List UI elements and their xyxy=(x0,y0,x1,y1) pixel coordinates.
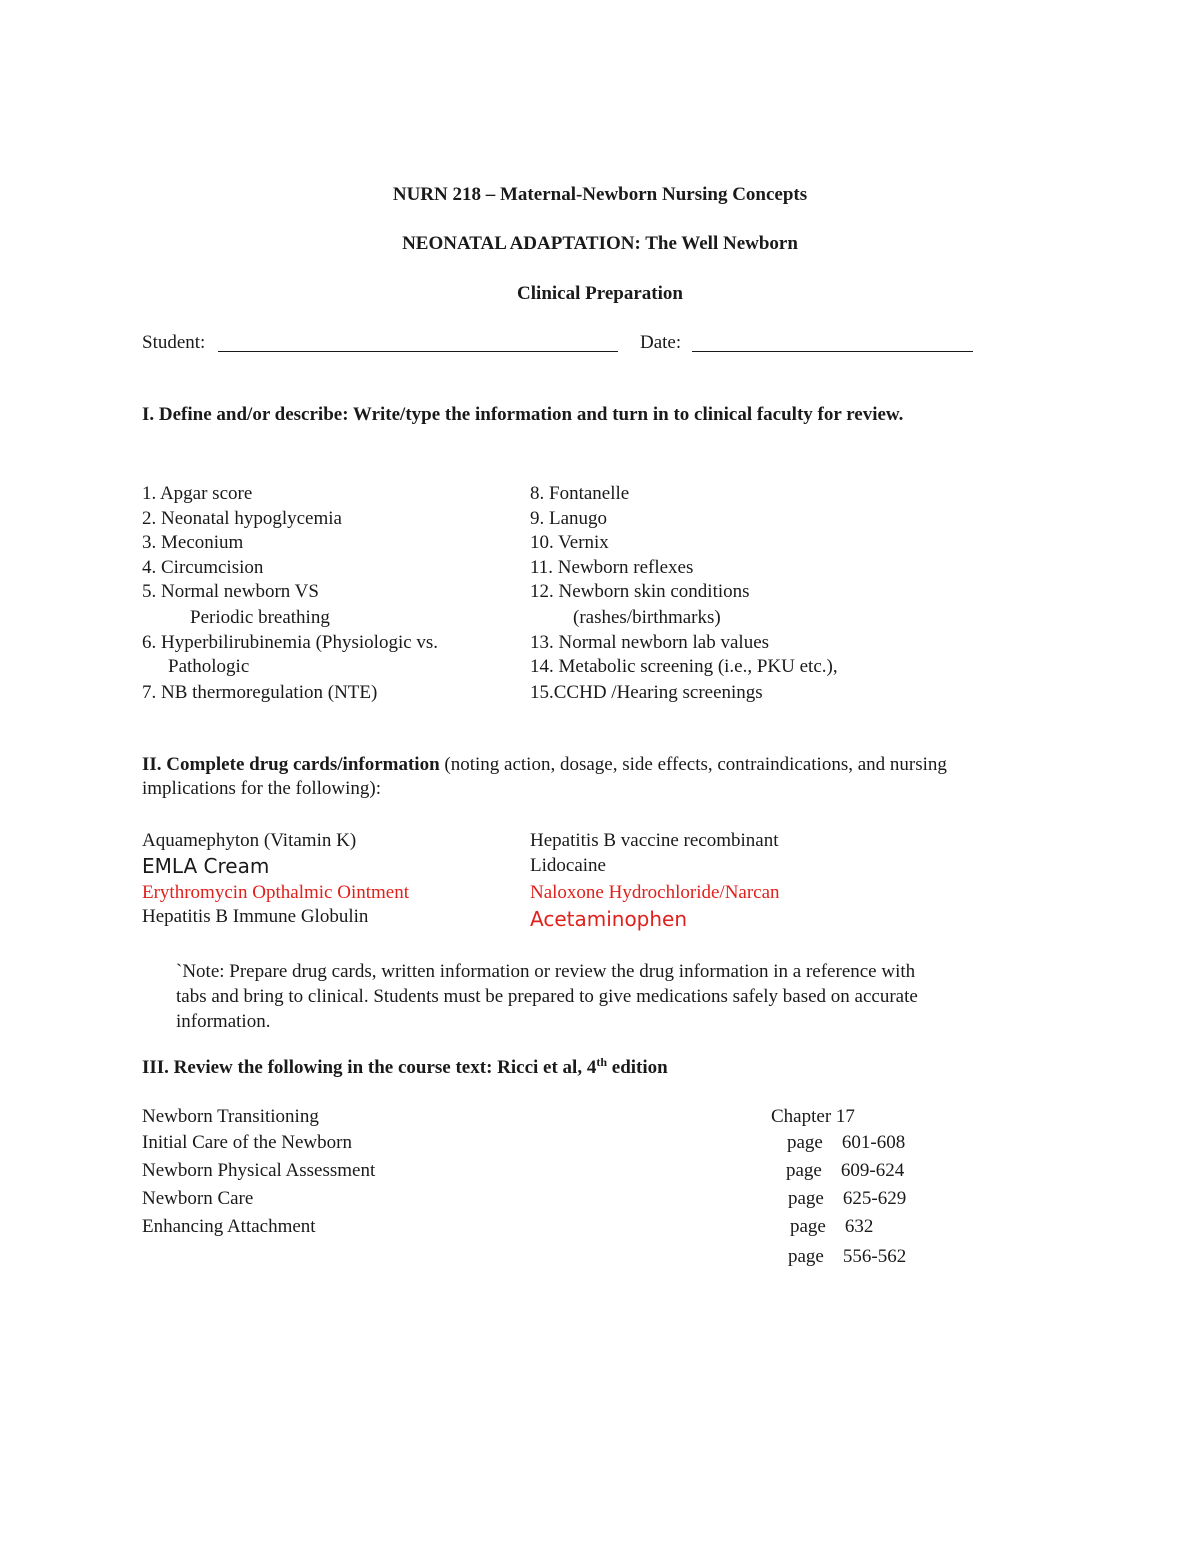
reading-topic: Newborn Care xyxy=(142,1188,254,1209)
note-line: information. xyxy=(176,1011,271,1032)
section3-heading xyxy=(142,1055,668,1078)
reading-ref: Chapter 17 xyxy=(771,1106,855,1127)
note-line: `Note: Prepare drug cards, written information or review the drug information in a reference with xyxy=(176,961,916,982)
drug-item: Erythromycin Opthalmic Ointment xyxy=(142,882,410,903)
student-blank[interactable] xyxy=(218,351,618,352)
list-item: 5. Normal newborn VS xyxy=(142,581,319,602)
section-title: Clinical Preparation xyxy=(517,283,683,304)
reading-ref: page 556-562 xyxy=(788,1246,907,1267)
list-item: 9. Lanugo xyxy=(530,508,608,529)
topic-title: NEONATAL ADAPTATION: The Well Newborn xyxy=(402,233,798,254)
drug-item: Lidocaine xyxy=(530,855,606,876)
reading-topic: Enhancing Attachment xyxy=(142,1216,316,1237)
section2-heading xyxy=(142,755,947,774)
list-item: 15.CCHD /Hearing screenings xyxy=(530,682,763,703)
list-item: 13. Normal newborn lab values xyxy=(530,632,770,653)
list-item: Pathologic xyxy=(168,656,250,677)
reading-ref: page 632 xyxy=(790,1216,874,1237)
reading-ref: page 601-608 xyxy=(787,1132,906,1153)
reading-ref: page 609-624 xyxy=(786,1160,905,1181)
drug-item: Hepatitis B vaccine recombinant xyxy=(530,830,779,851)
list-item: 3. Meconium xyxy=(142,532,244,553)
drug-item: Hepatitis B Immune Globulin xyxy=(142,906,369,927)
list-item: 4. Circumcision xyxy=(142,557,264,578)
section1-heading: I. Define and/or describe: Write/type the information and turn in to clinical faculty for review. xyxy=(142,404,904,425)
section3-heading-sup: th xyxy=(596,1055,608,1069)
student-label: Student: xyxy=(142,332,206,353)
date-label: Date: xyxy=(640,332,682,353)
list-item: 10. Vernix xyxy=(530,532,609,553)
list-item: Periodic breathing xyxy=(190,607,330,628)
reading-topic: Newborn Physical Assessment xyxy=(142,1160,376,1181)
section3-heading-pre: III. Review the following in the course text: Ricci et al, 4 xyxy=(142,1057,597,1078)
list-item: 2. Neonatal hypoglycemia xyxy=(142,508,342,529)
drug-item: EMLA Cream xyxy=(142,854,270,878)
section2-heading-rest: (noting action, dosage, side effects, contraindications, and nursing xyxy=(439,754,947,775)
list-item: 8. Fontanelle xyxy=(530,483,630,504)
note-line: tabs and bring to clinical. Students must be prepared to give medications safely based on accurate xyxy=(176,986,918,1007)
drug-item: Aquamephyton (Vitamin K) xyxy=(142,830,357,851)
course-title: NURN 218 – Maternal-Newborn Nursing Concepts xyxy=(392,184,808,205)
date-blank[interactable] xyxy=(692,351,973,352)
list-item: 12. Newborn skin conditions xyxy=(530,581,750,602)
list-item: (rashes/birthmarks) xyxy=(573,607,721,628)
list-item: 7. NB thermoregulation (NTE) xyxy=(142,682,378,703)
list-item: 1. Apgar score xyxy=(142,483,253,504)
list-item: 14. Metabolic screening (i.e., PKU etc.), xyxy=(530,656,838,677)
section3-heading-post: edition xyxy=(607,1057,668,1078)
drug-item: Acetaminophen xyxy=(530,907,688,931)
reading-topic: Newborn Transitioning xyxy=(142,1106,319,1127)
reading-topic: Initial Care of the Newborn xyxy=(142,1132,352,1153)
list-item: 6. Hyperbilirubinemia (Physiologic vs. xyxy=(142,632,439,653)
reading-ref: page 625-629 xyxy=(788,1188,907,1209)
drug-item: Naloxone Hydrochloride/Narcan xyxy=(530,882,780,903)
section2-heading-line2: implications for the following): xyxy=(142,778,382,799)
section2-heading-bold: II. Complete drug cards/information xyxy=(142,754,440,775)
list-item: 11. Newborn reflexes xyxy=(530,557,694,578)
